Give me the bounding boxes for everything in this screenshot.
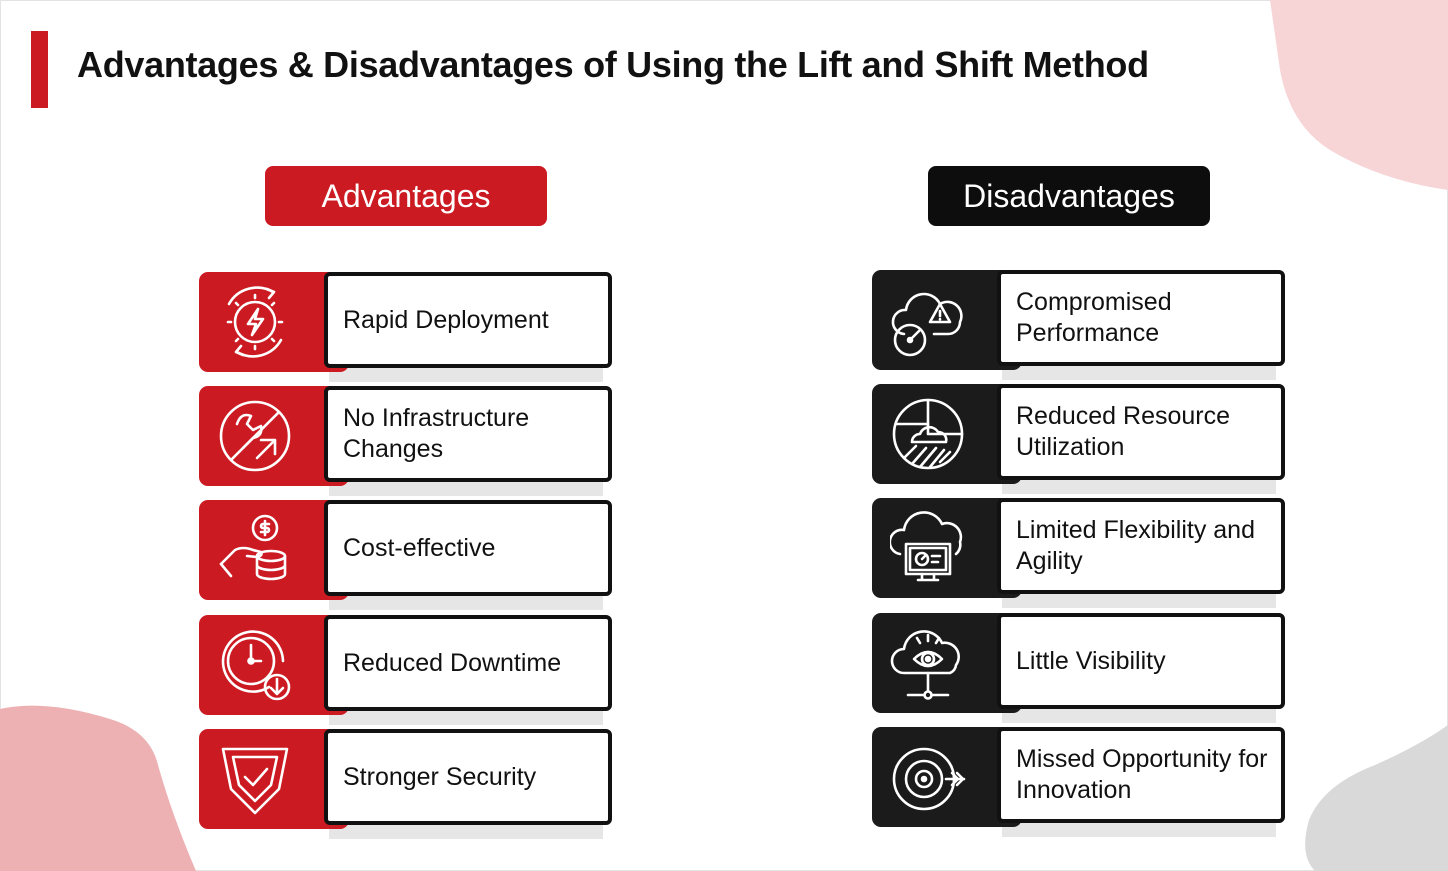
advantage-label: No Infrastructure Changes — [343, 404, 530, 463]
disadvantage-label: Compromised Performance — [1016, 288, 1172, 347]
advantage-label: Stronger Security — [343, 762, 537, 791]
disadvantage-label: Little Visibility — [1016, 646, 1166, 675]
cloud-warning-gauge-icon — [890, 282, 966, 358]
disadvantages-heading: Disadvantages — [928, 166, 1210, 226]
gear-lightning-icon — [217, 284, 293, 360]
clock-download-icon — [217, 627, 293, 703]
decor-pink-blob-top-right — [1270, 0, 1448, 190]
advantage-card — [324, 272, 612, 368]
pie-cloud-icon — [890, 396, 966, 472]
advantage-label: Cost-effective — [343, 533, 496, 562]
title-accent-bar — [31, 31, 48, 108]
decor-pink-blob-bottom-left — [0, 705, 200, 871]
shield-check-icon — [217, 741, 293, 817]
disadvantage-card — [997, 384, 1285, 480]
advantage-card — [324, 729, 612, 825]
decor-grey-blob-bottom-right — [1305, 725, 1448, 871]
disadvantage-card — [997, 270, 1285, 366]
target-arrow-icon — [890, 739, 966, 815]
cloud-monitor-icon — [890, 510, 966, 586]
advantage-card — [324, 386, 612, 482]
advantages-heading: Advantages — [265, 166, 547, 226]
no-tools-icon — [217, 398, 293, 474]
disadvantage-card — [997, 498, 1285, 594]
advantage-card — [324, 500, 612, 596]
disadvantage-label: Missed Opportunity for Innovation — [1016, 745, 1268, 804]
disadvantage-label: Reduced Resource Utilization — [1016, 402, 1231, 461]
disadvantage-card — [997, 727, 1285, 823]
advantage-label: Rapid Deployment — [343, 305, 549, 334]
hand-coin-icon — [217, 512, 293, 588]
advantage-label: Reduced Downtime — [343, 648, 562, 677]
page-title: Advantages & Disadvantages of Using the Lift and Shift Method — [77, 44, 1149, 85]
advantage-card — [324, 615, 612, 711]
cloud-eye-icon — [890, 625, 966, 701]
disadvantage-label: Limited Flexibility and Agility — [1016, 516, 1255, 575]
disadvantage-card — [997, 613, 1285, 709]
